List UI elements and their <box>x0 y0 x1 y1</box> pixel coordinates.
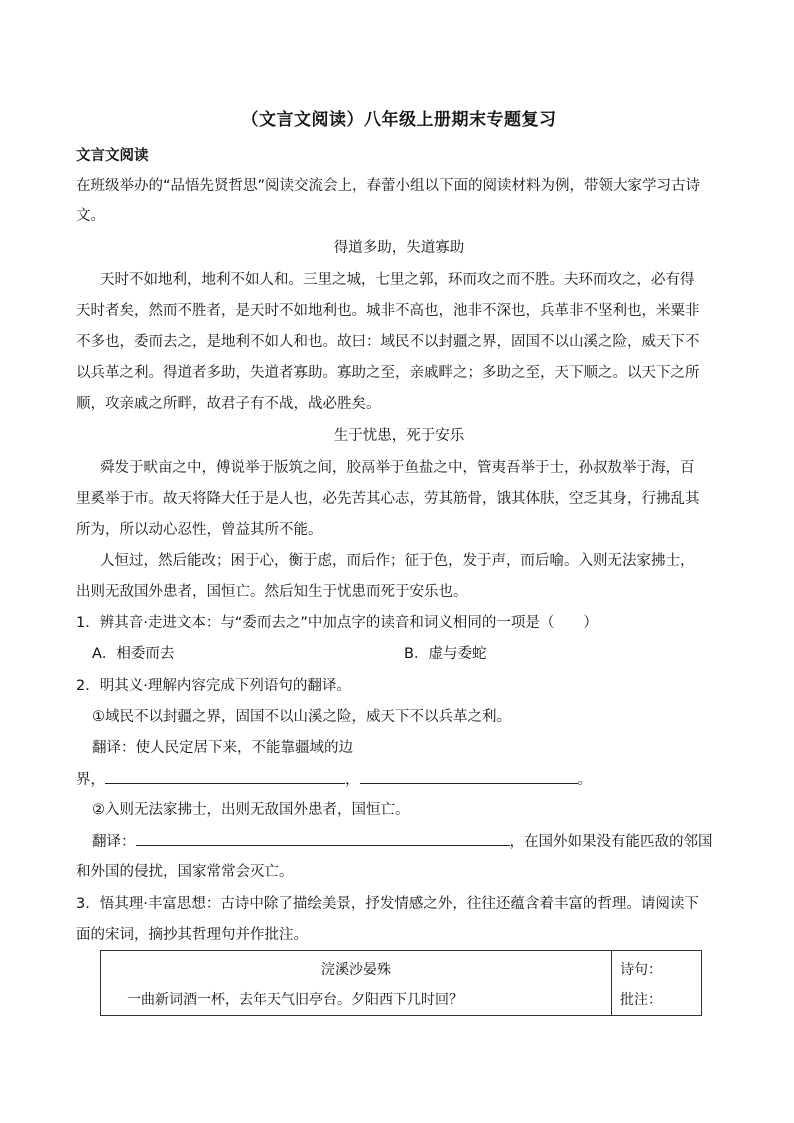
passage1-line: 不多也，委而去之，是地利不如人和也。故曰：域民不以封疆之界，固国不以山溪之险，威天下不 <box>76 334 700 350</box>
question-2-item-1-blanks-line <box>76 769 592 790</box>
answer-blank[interactable] <box>105 769 345 784</box>
answer-blank[interactable] <box>136 831 510 846</box>
question-2-item-1-translation: 翻译：使人民定居下来，不能靠疆域的边 <box>92 740 353 756</box>
passage2-line: 所为，所以动心忍性，曾益其所不能。 <box>76 522 323 538</box>
intro-line-2: 文。 <box>76 208 105 224</box>
page-title: （文言文阅读）八年级上册期末专题复习 <box>241 110 557 130</box>
answer-blank[interactable] <box>360 769 578 784</box>
label-text: 界， <box>76 772 105 788</box>
question-1-option-a[interactable]: A．相委而去 <box>92 646 175 662</box>
passage2-line: 人恒过，然后能改；困于心，衡于虑，而后作；征于色，发于声，而后喻。入则无法家拂士， <box>100 553 695 569</box>
annotation-cell[interactable] <box>612 951 702 1016</box>
passage2-line: 舜发于畎亩之中，傅说举于版筑之间，胶鬲举于鱼盐之中，管夷吾举于士，孙叔敖举于海，百 <box>100 460 695 476</box>
question-2-item-1: ①域民不以封疆之界，固国不以山溪之险，威天下不以兵革之利。 <box>92 709 511 725</box>
passage1-line: 以兵革之利。得道者多助，失道者寡助。寡助之至，亲戚畔之；多助之至，天下顺之。以天下之所 <box>76 365 700 381</box>
passage2-line: 出则无敌国外患者，国恒亡。然后知生于忧患而死于安乐也。 <box>76 584 468 600</box>
intro-line-1: 在班级举办的“品悟先贤哲思”阅读交流会上，春蕾小组以下面的阅读材料为例，带领大家学习古诗 <box>76 178 701 194</box>
poem-cell <box>101 951 612 1016</box>
label-text: ，在国外如果没有能匹敌的邻国 <box>509 834 713 850</box>
passage1-line: 顺，攻亲戚之所畔，故君子有不战，战必胜矣。 <box>76 396 381 412</box>
section-heading: 文言文阅读 <box>76 148 149 164</box>
label-text: 翻译： <box>92 834 136 850</box>
passage2-line: 里奚举于市。故天将降大任于是人也，必先苦其心志，劳其筋骨，饿其体肤，空乏其身，行拂乱其 <box>76 491 700 507</box>
question-2-item-2-translation-line <box>92 831 713 852</box>
poem-sentence-label: 诗句： <box>620 962 662 978</box>
question-1-stem: 1．辨其音·走进文本：与“委而去之”中加点字的读音和词义相同的一项是（ ） <box>76 615 598 631</box>
poem-table <box>100 950 702 1016</box>
passage1-title: 得道多助，失道寡助 <box>333 240 465 256</box>
annotation-label: 批注： <box>620 992 662 1008</box>
label-text: ， <box>345 772 360 788</box>
question-2-item-2: ②入则无法家拂士，出则无敌国外患者，国恒亡。 <box>92 802 410 818</box>
question-2-item-2-translation-cont: 和外国的侵扰，国家常常会灭亡。 <box>76 864 294 880</box>
passage2-title: 生于忧患，死于安乐 <box>333 428 465 444</box>
question-3-stem-line-1: 3．悟其理·丰富思想：古诗中除了描绘美景，抒发情感之外，往往还蕴含着丰富的哲理。请阅读下 <box>76 896 699 912</box>
passage1-line: 天时者矣，然而不胜者，是天时不如地利也。城非不高也，池非不深也，兵革非不坚利也，米粟非 <box>76 303 700 319</box>
poem-title: 浣溪沙晏殊 <box>321 962 391 978</box>
poem-line: 一曲新词酒一杯，去年天气旧亭台。夕阳西下几时回？ <box>127 992 463 1008</box>
label-text: 。 <box>577 772 592 788</box>
passage1-line: 天时不如地利，地利不如人和。三里之城，七里之郭，环而攻之而不胜。夫环而攻之，必有得 <box>100 272 695 288</box>
question-3-stem-line-2: 面的宋词，摘抄其哲理句并作批注。 <box>76 927 308 943</box>
question-1-option-b[interactable]: B．虚与委蛇 <box>404 646 487 662</box>
question-2-stem: 2．明其义·理解内容完成下列语句的翻译。 <box>76 678 351 694</box>
